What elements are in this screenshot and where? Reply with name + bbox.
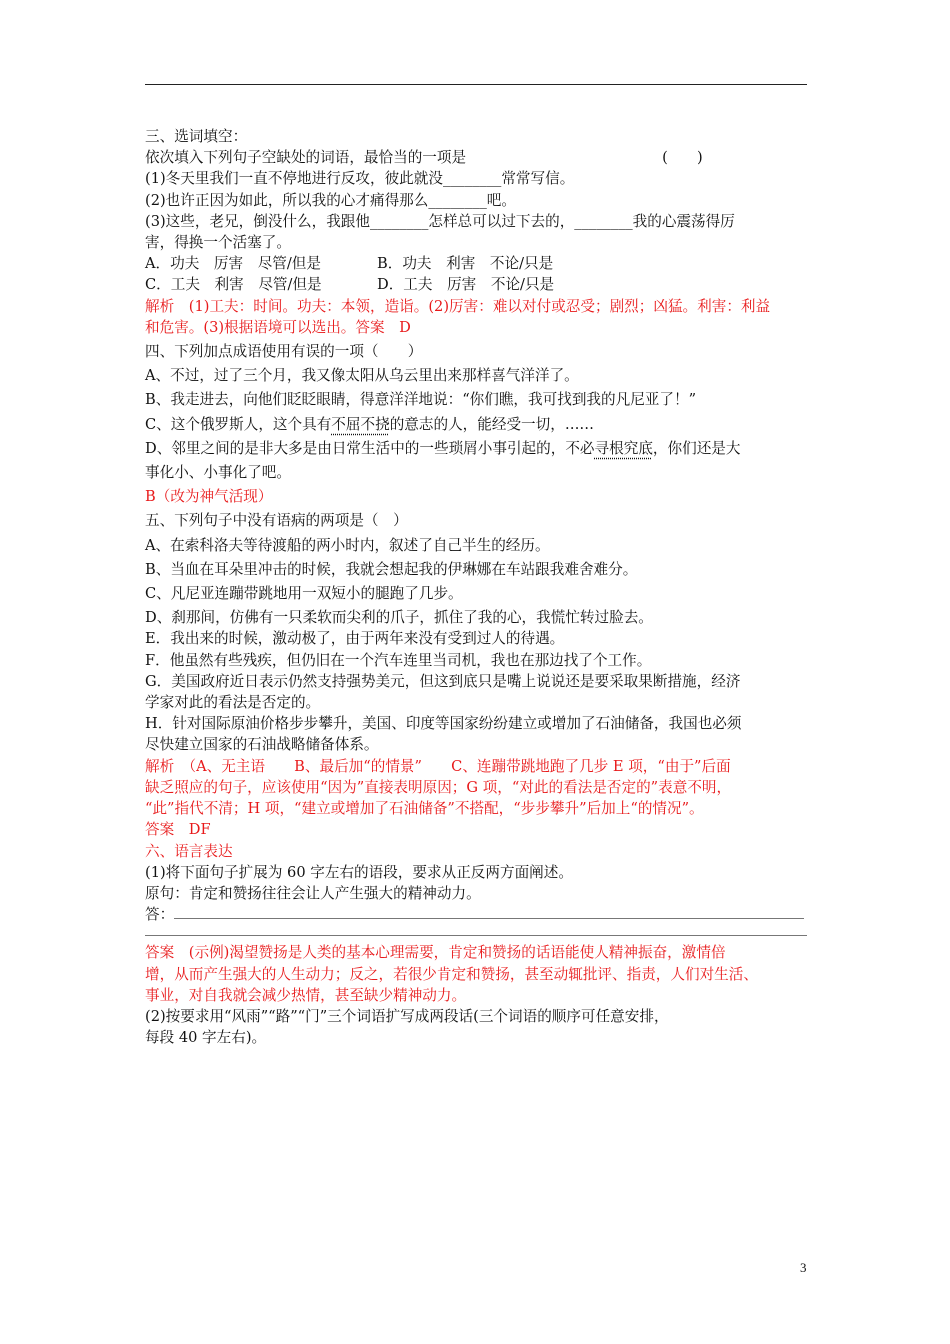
section5-option-b: B、当血在耳朵里冲击的时候，我就会想起我的伊琳娜在车站跟我难舍难分。	[145, 560, 638, 578]
section3-options-ab: A．功夫 厉害 尽管/但是 B．功夫 利害 不论/只是	[145, 255, 554, 273]
section4-option-d-cont: 事化小、小事化了吧。	[145, 464, 291, 482]
section5-option-g: G．美国政府近日表示仍然支持强势美元，但这到底只是嘴上说说还是要采取果断措施，经济	[145, 672, 741, 690]
section3-sentence-3: (3)这些，老兄，倒没什么，我跟他________怎样总可以过下去的，________我的心震荡得厉	[145, 212, 735, 230]
dotted-idiom: 寻根究底	[594, 439, 653, 457]
section4-answer: B（改为神气活现）	[145, 488, 273, 506]
section5-answer: 答案 DF	[145, 821, 211, 839]
section5-option-h: H．针对国际原油价格步步攀升，美国、印度等国家纷纷建立或增加了石油储备，我国也必须	[145, 715, 742, 733]
section5-analysis-2: 缺乏照应的句子，应该使用“因为”直接表明原因；G 项，“对此的看法是否定的”表意不明，	[145, 778, 732, 796]
section6-question-2: (2)按要求用“风雨”“路”“门”三个词语扩写成两段话(三个词语的顺序可任意安排，	[145, 1007, 669, 1025]
section3-options-cd: C．工夫 利害 尽管/但是 D．工夫 厉害 不论/只是	[145, 276, 555, 294]
section3-prompt: 依次填入下列句子空缺处的词语，最恰当的一项是 ( )	[145, 147, 809, 168]
section6-sample-answer: 答案 (示例)渴望赞扬是人类的基本心理需要，肯定和赞扬的话语能使人精神振奋，激情倍	[145, 944, 726, 962]
section6-question-1: (1)将下面句子扩展为 60 字左右的语段，要求从正反两方面阐述。	[145, 863, 573, 881]
section5-option-a: A、在索科洛夫等待渡船的两小时内，叙述了自己半生的经历。	[145, 536, 550, 554]
document-body	[145, 126, 809, 1048]
section6-question-2-cont: 每段 40 字左右)。	[145, 1029, 267, 1047]
section4-option-c: C、这个俄罗斯人，这个具有不屈不挠的意志的人，能经受一切，……	[145, 415, 595, 433]
page-number: 3	[800, 1260, 807, 1275]
section5-option-d: D、刹那间，仿佛有一只柔软而尖利的爪子，抓住了我的心，我慌忙转过脸去。	[145, 609, 653, 627]
section6-title: 六、语言表达	[145, 842, 233, 860]
section5-title: 五、下列句子中没有语病的两项是（ ）	[145, 512, 408, 530]
section5-option-h-cont: 尽快建立国家的石油战略储备体系。	[145, 736, 379, 754]
section3-sentence-2: (2)也许正因为如此，所以我的心才痛得那么________吧。	[145, 191, 516, 209]
section5-option-f: F．他虽然有些残疾，但仍旧在一个汽车连里当司机，我也在那边找了个工作。	[145, 651, 652, 669]
section5-option-e: E．我出来的时候，激动极了，由于两年来没有受到过人的待遇。	[145, 630, 565, 648]
section6-sample-answer-2: 增，从而产生强大的人生动力；反之，若很少肯定和赞扬，甚至动辄批评、指责，人们对生活、	[145, 965, 758, 983]
section6-original-sentence: 原句：肯定和赞扬往往会让人产生强大的精神动力。	[145, 884, 481, 902]
section3-analysis-cont: 和危害。(3)根据语境可以选出。答案 D	[145, 318, 411, 336]
section5-analysis-3: “此”指代不清；H 项，“建立或增加了石油储备”不搭配，“步步攀升”后加上“的情况”。	[145, 800, 704, 818]
section4-option-a: A、不过，过了三个月，我又像太阳从乌云里出来那样喜气洋洋了。	[145, 367, 579, 385]
section3-title: 三、选词填空：	[145, 128, 248, 145]
section4-option-b: B、我走进去，向他们眨眨眼睛，得意洋洋地说：“你们瞧，我可找到我的凡尼亚了！”	[145, 391, 697, 409]
section5-analysis: 解析 （A、无主语 B、最后加“的情景” C、连蹦带跳地跑了几步 E 项，“由于”后面	[145, 757, 731, 775]
section5-option-c: C、凡尼亚连蹦带跳地用一双短小的腿跑了几步。	[145, 585, 463, 603]
section6-sample-answer-3: 事业，对自我就会减少热情，甚至缺少精神动力。	[145, 986, 467, 1004]
section3-sentence-1: (1)冬天里我们一直不停地进行反攻，彼此就没________常常写信。	[145, 170, 575, 188]
answer-paren: ( )	[662, 149, 703, 167]
section4-option-d: D、邻里之间的是非大多是由日常生活中的一些琐屑小事引起的，不必寻根究底，你们还是大	[145, 439, 741, 457]
section6-answer-field: 答：	[145, 904, 809, 925]
dotted-idiom: 不屈不挠	[331, 415, 390, 433]
header-rule	[145, 84, 807, 85]
section5-option-g-cont: 学家对此的看法是否定的。	[145, 694, 321, 712]
answer-blank-line	[174, 904, 804, 919]
answer-blank-line-2	[145, 925, 807, 936]
section3-sentence-3-cont: 害，得换一个活塞了。	[145, 234, 291, 252]
section4-title: 四、下列加点成语使用有误的一项（ ）	[145, 343, 423, 361]
section3-analysis: 解析 (1)工夫：时间。功夫：本领，造诣。(2)厉害：难以对付或忍受；剧烈；凶猛。利害：利益	[145, 297, 771, 315]
